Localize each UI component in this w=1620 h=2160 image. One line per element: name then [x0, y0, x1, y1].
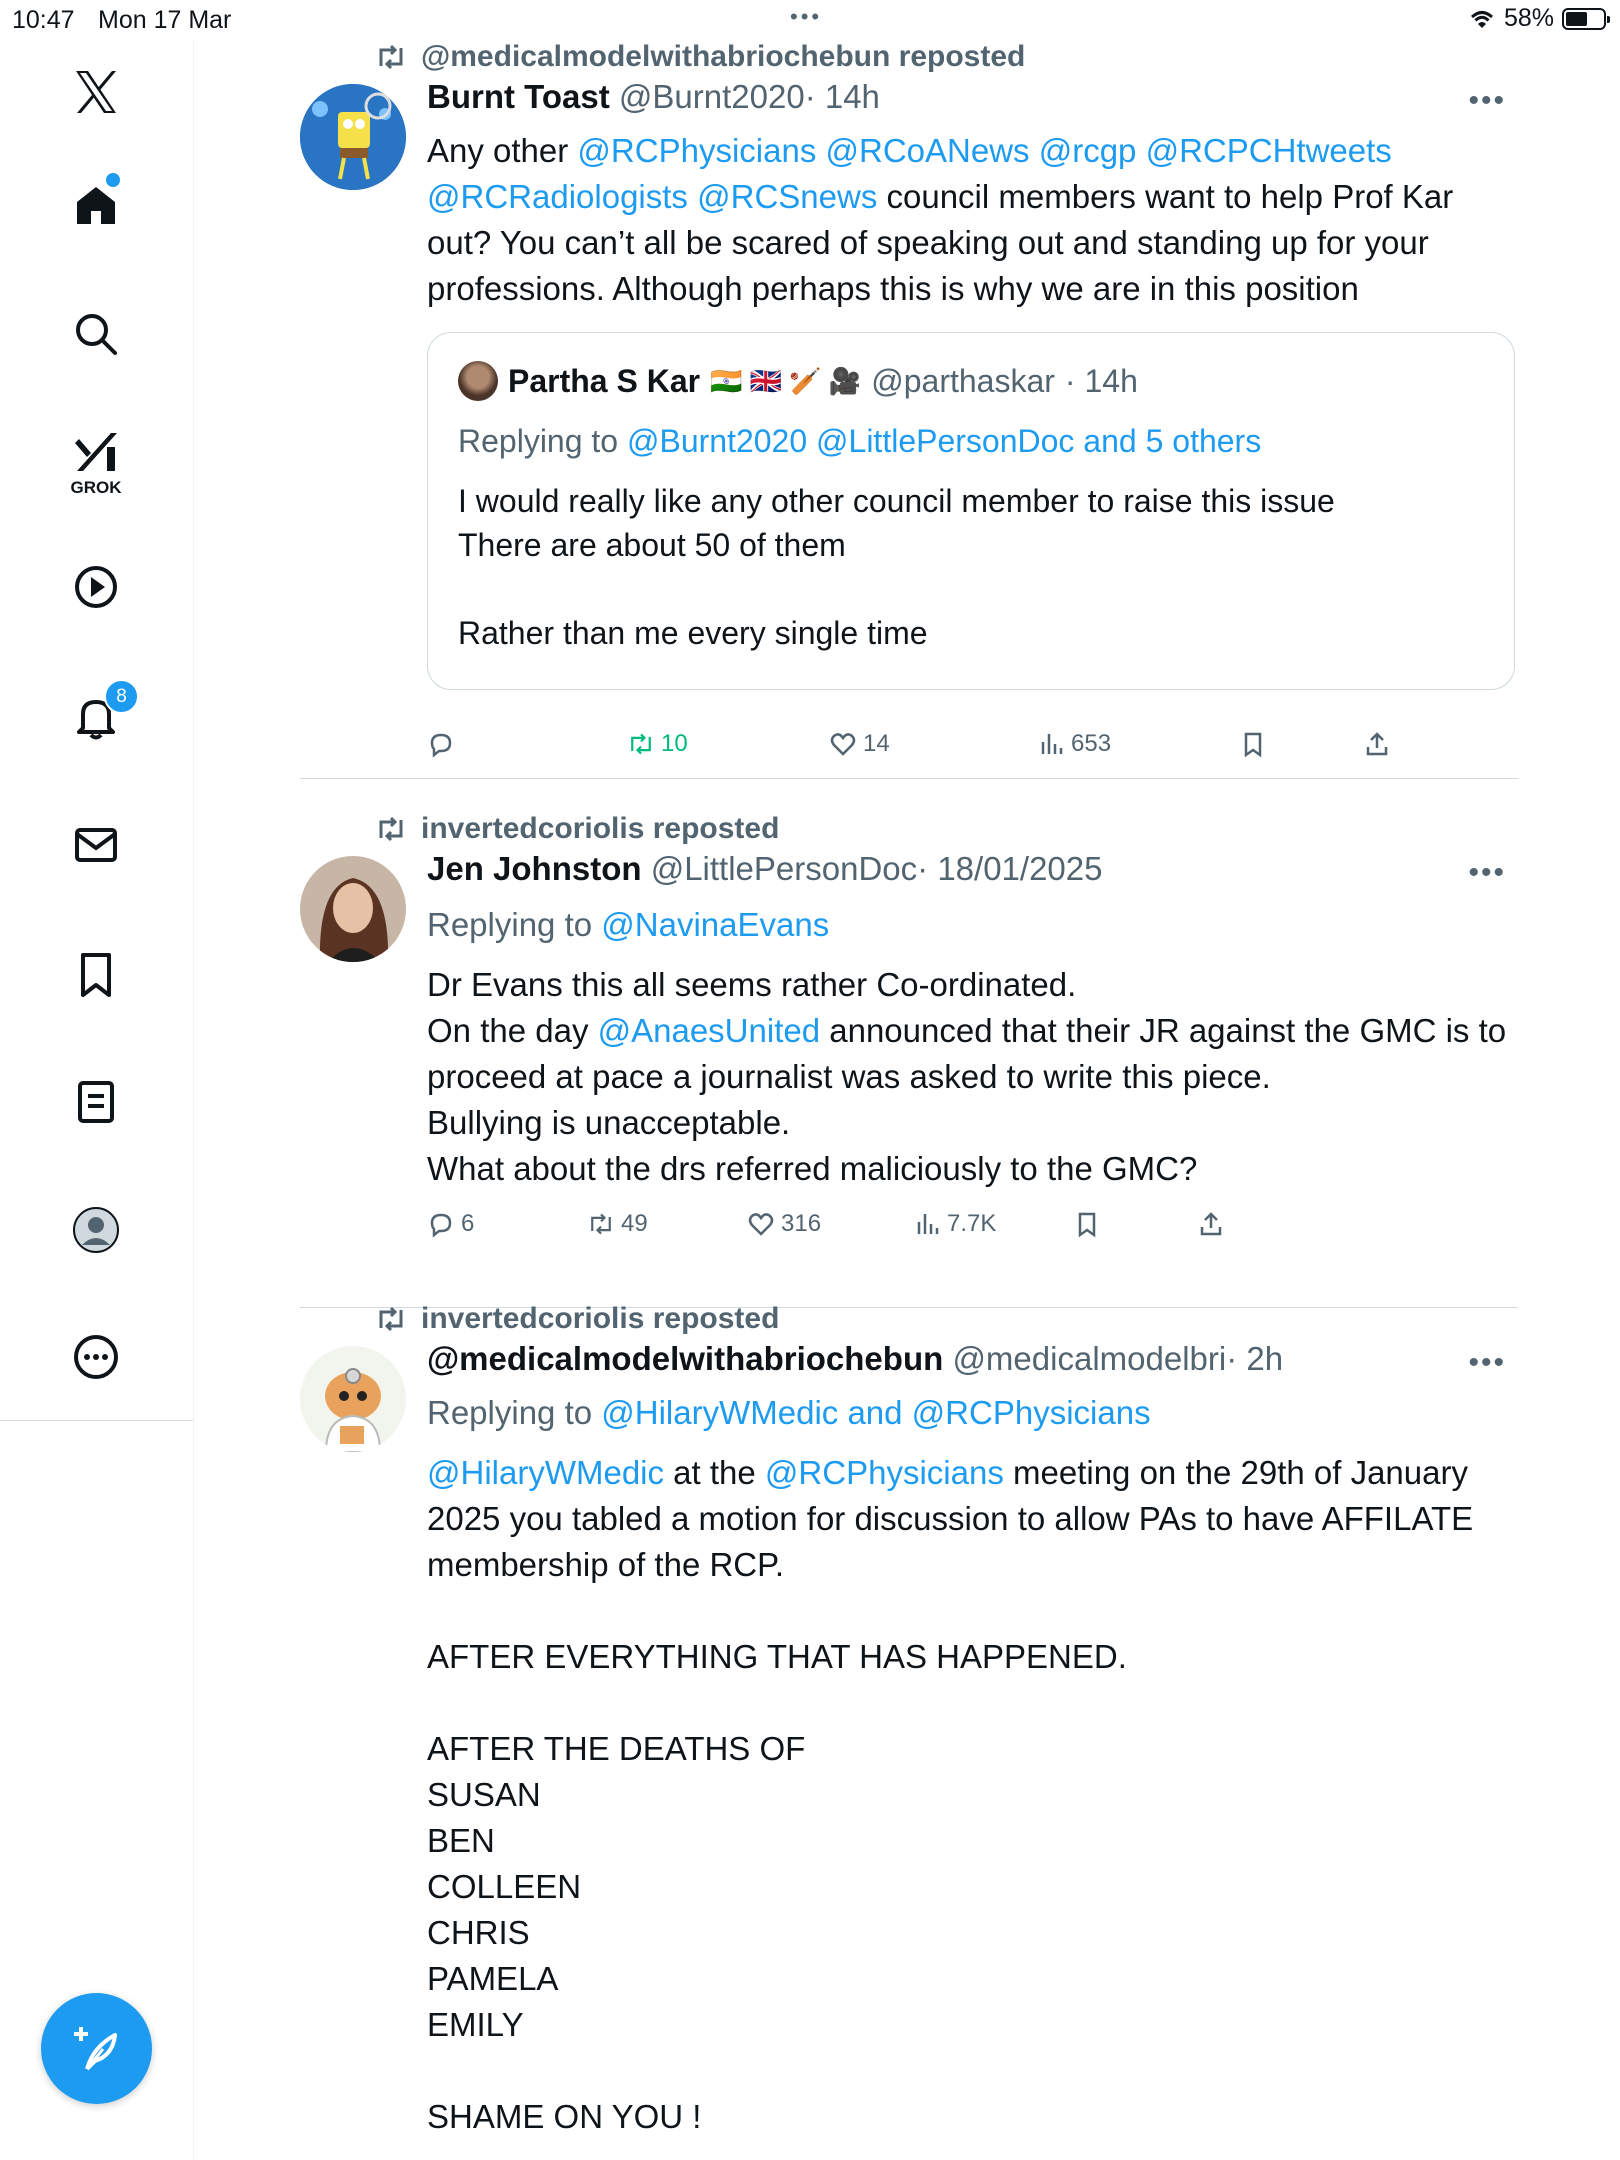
tweet-time[interactable]: · 2h [1226, 1340, 1284, 1377]
tweet-actions [427, 1210, 1427, 1250]
repost-icon [375, 1306, 407, 1332]
mention-link[interactable]: @AnaesUnited [597, 1012, 821, 1049]
mention-link[interactable]: @HilaryWMedic [427, 1454, 665, 1491]
share-icon [1197, 1210, 1225, 1238]
repost-by[interactable]: invertedcoriolis reposted [421, 812, 780, 845]
reply-icon [427, 1210, 455, 1238]
status-bar [0, 0, 1620, 40]
tweet-line: AFTER EVERYTHING THAT HAS HAPPENED. [427, 1638, 1127, 1675]
avatar-burnt-toast[interactable] [300, 84, 406, 190]
quoted-line: Rather than me every single time [458, 615, 928, 651]
quoted-handle[interactable]: @parthaskar [871, 362, 1055, 399]
author-handle[interactable]: @medicalmodelbri [952, 1340, 1227, 1377]
tweet-text [427, 1450, 1517, 2140]
tweet-time[interactable]: · 18/01/2025 [917, 850, 1103, 887]
like-count: 316 [781, 1210, 822, 1237]
heart-icon [829, 730, 857, 758]
text-segment: council members want to help Prof Kar out? You can’t all be scared of speaking out and standing up for your professions. Although perhaps this is why we are in this position [427, 178, 1454, 307]
tweet-more-button[interactable]: ••• [1468, 856, 1506, 889]
home-icon[interactable] [64, 173, 128, 237]
quoted-author-name[interactable]: Partha S Kar [508, 362, 701, 399]
tweet-line: SUSAN [427, 1776, 541, 1813]
tweet-actions [427, 730, 1427, 770]
repost-button[interactable] [627, 730, 688, 758]
replying-to [427, 1390, 1517, 1436]
repost-by[interactable]: @medicalmodelwithabriochebun reposted [421, 40, 1026, 73]
avatar-medicalmodel[interactable] [300, 1346, 406, 1452]
tweet-header [427, 850, 1102, 888]
battery-percent: 58% [1503, 4, 1554, 32]
views-button[interactable] [1037, 730, 1111, 758]
tweet-line: EMILY [427, 2006, 524, 2043]
tweet-line: What about the drs referred maliciously to the GMC? [427, 1150, 1198, 1187]
notifications-bell-icon[interactable] [64, 685, 128, 749]
replying-label: Replying to [427, 1394, 602, 1431]
tweet-header [427, 78, 880, 116]
text-segment: On the day [427, 1012, 598, 1049]
tweet-separator [300, 778, 1518, 779]
quoted-tweet[interactable] [427, 332, 1515, 690]
tweet-more-button[interactable]: ••• [1468, 84, 1506, 117]
tweet-text [427, 128, 1517, 312]
like-button[interactable] [747, 1210, 821, 1238]
tweet-more-button[interactable]: ••• [1468, 1346, 1506, 1379]
tweet-paragraph [427, 1450, 1517, 1588]
tweet-line: SHAME ON YOU ! [427, 2098, 702, 2135]
tweet-line: COLLEEN [427, 1868, 582, 1905]
text-segment: announced that their JR against the GMC is to proceed at pace a journalist was asked to write this piece. [427, 1012, 1507, 1095]
lists-icon[interactable] [64, 1070, 128, 1134]
mention-link[interactable]: @RCPhysicians [764, 1454, 1004, 1491]
messages-envelope-icon[interactable] [64, 813, 128, 877]
tweet-line: Dr Evans this all seems rather Co-ordinated. [427, 966, 1077, 1003]
repost-count: 10 [661, 730, 688, 757]
repost-icon [375, 44, 407, 70]
text-segment: Any other [427, 132, 578, 169]
repost-by[interactable]: invertedcoriolis reposted [421, 1302, 780, 1335]
tweet-time[interactable]: · 14h [804, 78, 880, 115]
tweet-line: CHRIS [427, 1914, 530, 1951]
quoted-text [458, 479, 1488, 655]
bookmark-button[interactable] [1239, 730, 1267, 758]
text-segment: at the [664, 1454, 765, 1491]
wifi-icon [1468, 8, 1496, 30]
status-time: 10:47 [12, 6, 75, 34]
avatar-jen-johnston[interactable] [300, 856, 406, 962]
author-handle[interactable]: @LittlePersonDoc [650, 850, 918, 887]
mention-link[interactable]: @RCRadiologists [427, 178, 688, 215]
video-play-icon[interactable] [64, 555, 128, 619]
tweet-line [427, 1008, 1517, 1100]
bookmarks-icon[interactable] [64, 942, 128, 1006]
notifications-badge: 8 [104, 679, 139, 714]
author-name[interactable]: Jen Johnston [427, 850, 642, 887]
compose-feather-icon [69, 2021, 125, 2077]
repost-indicator [375, 812, 779, 846]
tweet-line: AFTER THE DEATHS OF [427, 1730, 806, 1767]
more-options-icon[interactable] [64, 1325, 128, 1389]
author-name[interactable]: @medicalmodelwithabriochebun [427, 1340, 944, 1377]
text-segment: meeting on the 29th of January 2025 you tabled a motion for discussion to allow PAs to have AFFILATE membership of the RCP. [427, 1454, 1474, 1583]
repost-icon [375, 816, 407, 842]
compose-post-button[interactable] [41, 1993, 152, 2104]
tweet-line: BEN [427, 1822, 495, 1859]
quoted-avatar[interactable] [458, 361, 498, 401]
tweet-line: PAMELA [427, 1960, 559, 1997]
reply-button[interactable] [427, 1210, 474, 1238]
quoted-author-emoji: 🇮🇳 🇬🇧 🏏 🎥 [710, 365, 862, 396]
reply-button[interactable] [427, 730, 461, 758]
sidebar-divider [0, 1420, 193, 1421]
home-dot [106, 173, 120, 187]
views-chart-icon [1037, 730, 1065, 758]
bookmark-icon [1073, 1210, 1101, 1238]
search-icon[interactable] [64, 302, 128, 366]
multitasking-dots[interactable]: ••• [790, 4, 823, 29]
mention-link[interactable]: @RCPCHtweets [1145, 132, 1392, 169]
repost-indicator [375, 40, 1025, 74]
views-button[interactable] [913, 1210, 996, 1238]
tweet-header [427, 1340, 1283, 1378]
tweet-line: Bullying is unacceptable. [427, 1104, 791, 1141]
heart-icon [747, 1210, 775, 1238]
mention-link[interactable]: @RCPhysicians [577, 132, 817, 169]
repost-icon [587, 1210, 615, 1238]
view-count: 7.7K [947, 1210, 997, 1237]
like-count: 14 [863, 730, 890, 757]
quoted-replying [458, 419, 1488, 463]
reply-count: 6 [461, 1210, 475, 1237]
share-icon [1363, 730, 1391, 758]
repost-count: 49 [621, 1210, 648, 1237]
repost-indicator [375, 1302, 779, 1336]
replying-targets[interactable]: @Burnt2020 @LittlePersonDoc and 5 others [626, 423, 1262, 459]
replying-label: Replying to [458, 423, 627, 459]
like-button[interactable] [829, 730, 890, 758]
tweet-text [427, 962, 1517, 1192]
bookmark-button[interactable] [1073, 1210, 1101, 1238]
repost-icon [627, 730, 655, 758]
x-logo-icon[interactable] [64, 60, 128, 124]
mention-link[interactable]: @rcgp [1038, 132, 1137, 169]
grok-label: GROK [70, 478, 122, 497]
quoted-line: There are about 50 of them [458, 527, 846, 563]
reply-icon [427, 730, 455, 758]
replying-targets[interactable]: @NavinaEvans [601, 906, 830, 943]
status-right [1468, 4, 1606, 33]
grok-icon[interactable] [64, 420, 128, 484]
share-button[interactable] [1197, 1210, 1225, 1238]
share-button[interactable] [1363, 730, 1391, 758]
views-chart-icon [913, 1210, 941, 1238]
bookmark-icon [1239, 730, 1267, 758]
quoted-line: I would really like any other council member to raise this issue [458, 483, 1335, 519]
quoted-time: · 14h [1064, 362, 1138, 399]
status-date: Mon 17 Mar [98, 6, 232, 34]
replying-to [427, 902, 1517, 948]
author-handle[interactable]: @Burnt2020 [618, 78, 805, 115]
author-name[interactable]: Burnt Toast [427, 78, 610, 115]
replying-targets[interactable]: @HilaryWMedic and @RCPhysicians [601, 1394, 1151, 1431]
profile-avatar-icon[interactable] [64, 1198, 128, 1262]
sidebar [0, 40, 194, 2160]
view-count: 653 [1071, 730, 1112, 757]
repost-button[interactable] [587, 1210, 648, 1238]
mention-link[interactable]: @RCoANews [825, 132, 1030, 169]
battery-icon [1562, 8, 1606, 30]
replying-label: Replying to [427, 906, 602, 943]
quoted-header [458, 361, 1138, 401]
mention-link[interactable]: @RCSnews [697, 178, 878, 215]
